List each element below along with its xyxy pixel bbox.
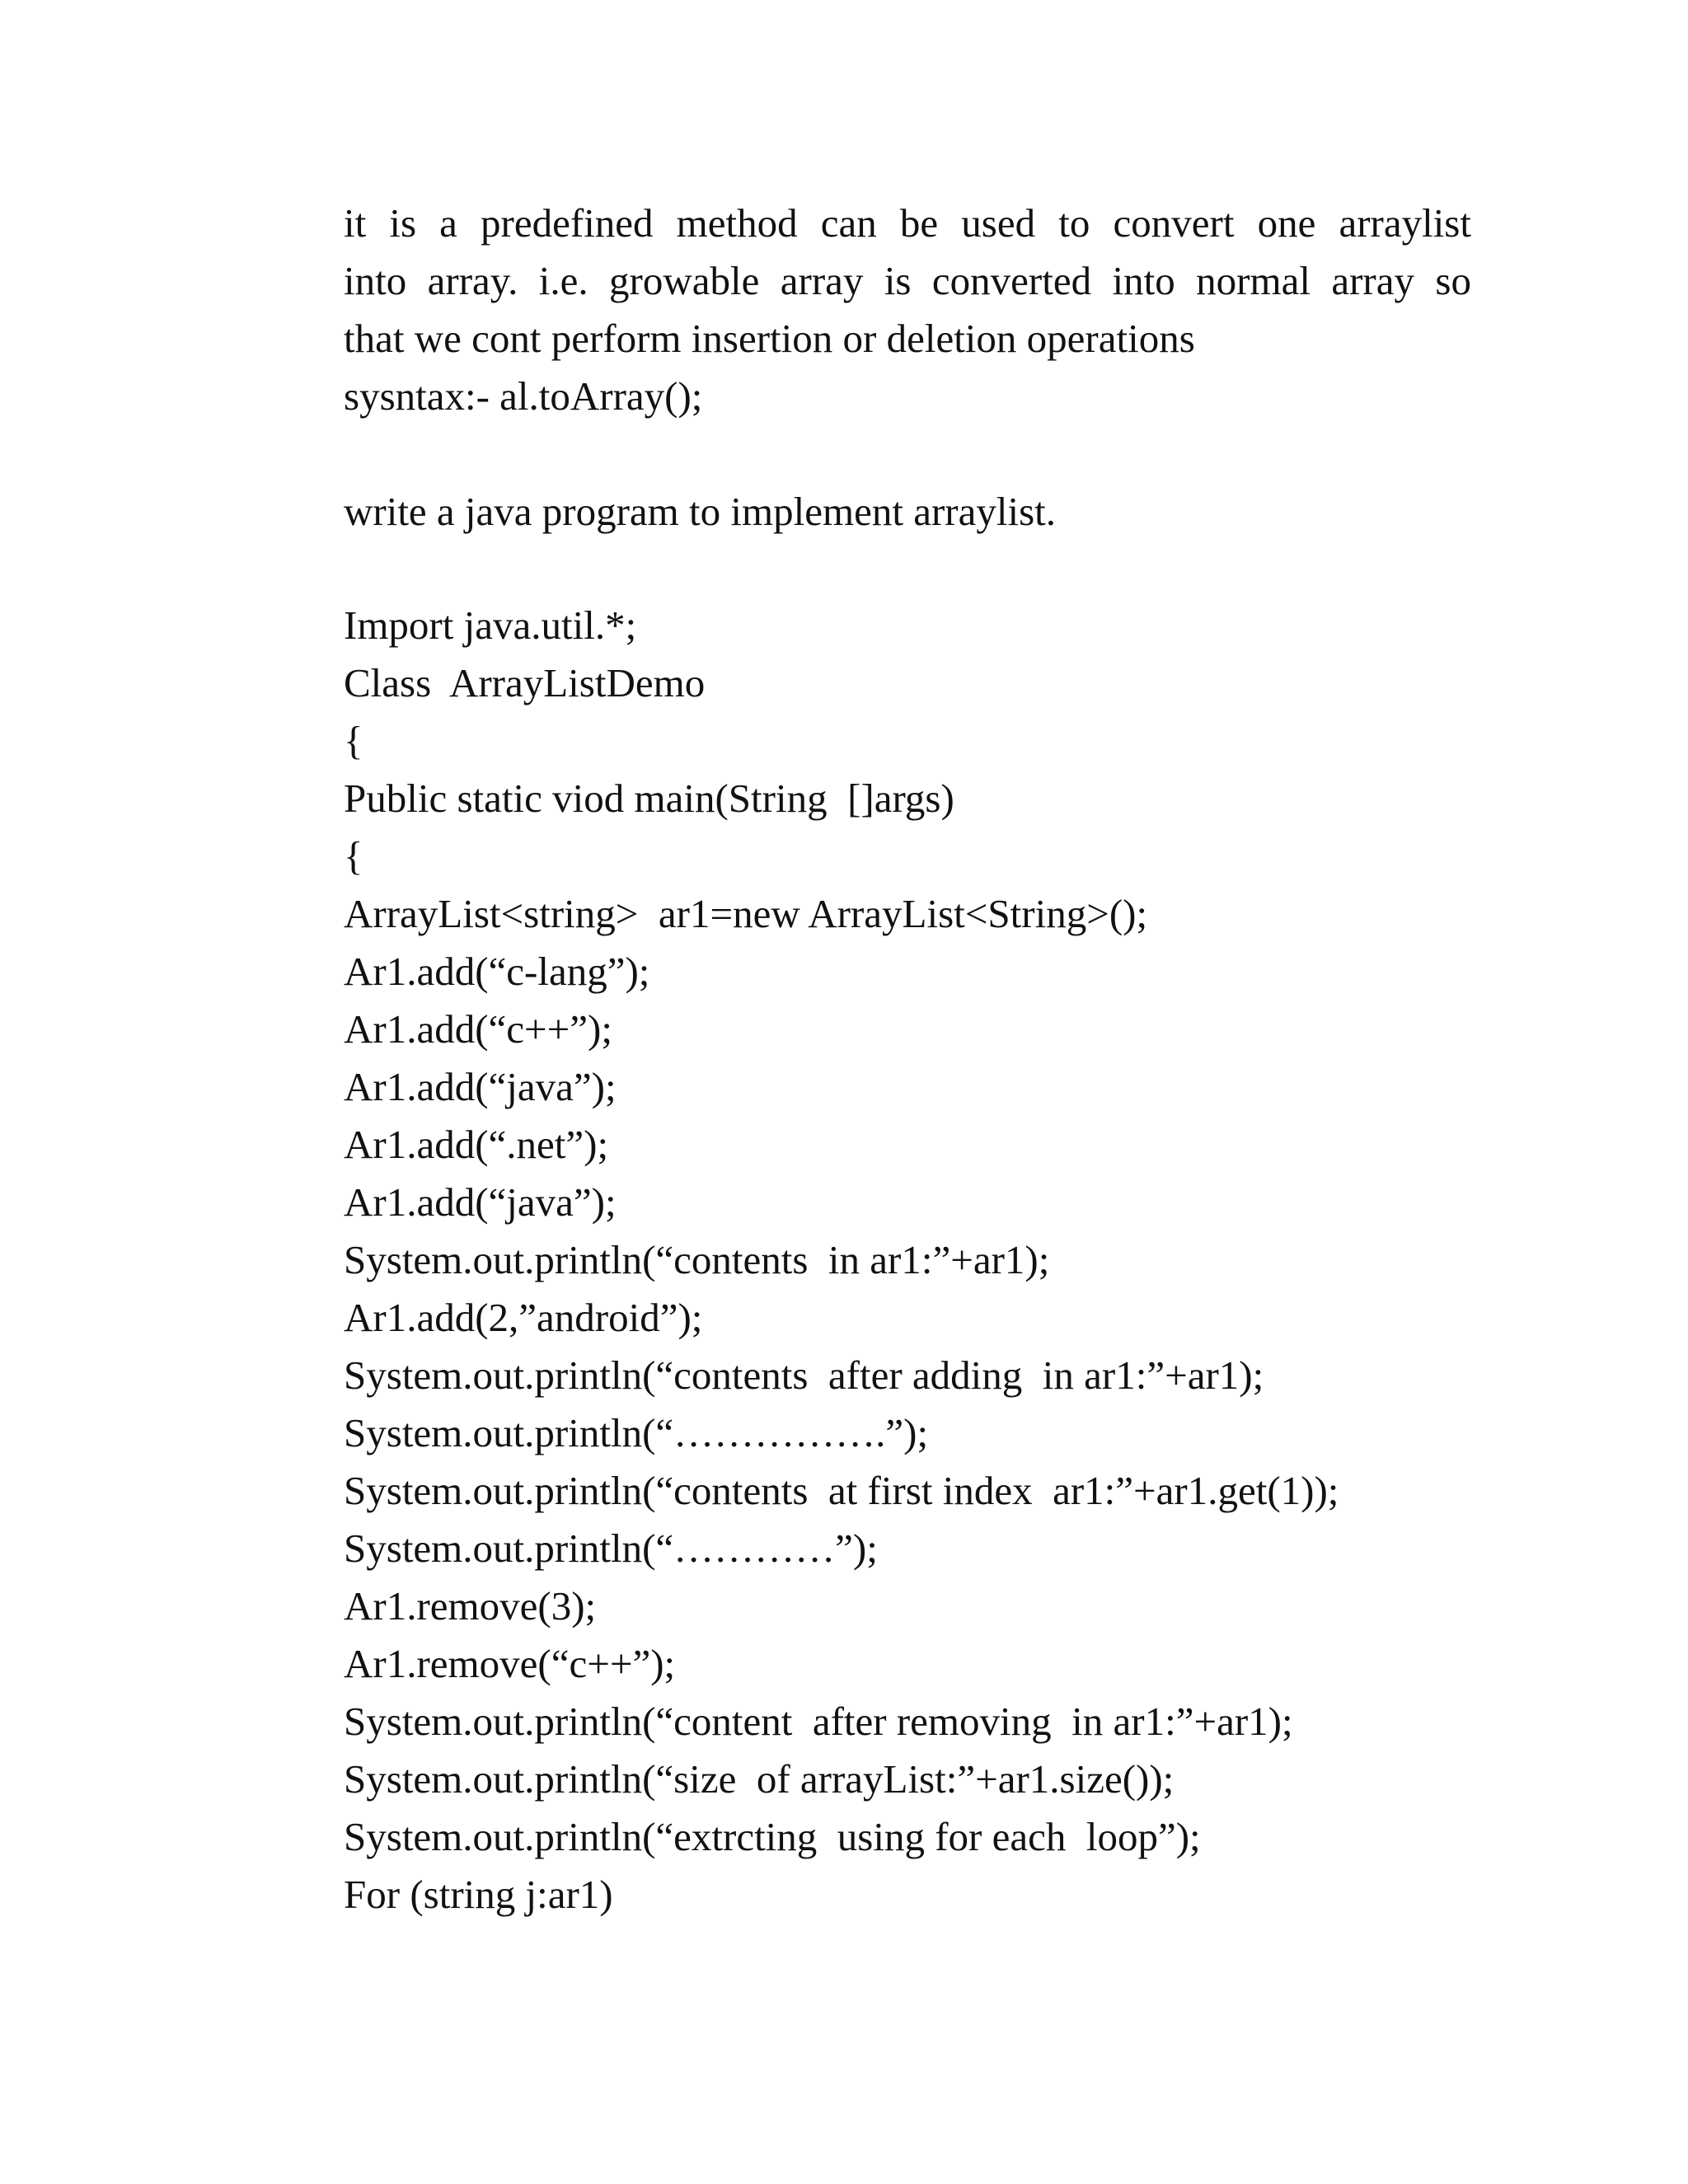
code-line: Ar1.remove(3); bbox=[344, 1583, 597, 1629]
code-line: System.out.println(“…………….”); bbox=[344, 1410, 929, 1455]
intro-line-3: that we cont perform insertion or deletion operations bbox=[344, 316, 1195, 361]
code-line: Public static viod main(String []args) bbox=[344, 776, 954, 821]
code-line: System.out.println(“contents in ar1:”+ar1); bbox=[344, 1237, 1050, 1282]
code-line: ArrayList<string> ar1=new ArrayList<String>(); bbox=[344, 891, 1148, 936]
code-line: { bbox=[344, 833, 363, 879]
intro-line-1: it is a predefined method can be used to convert one arraylist bbox=[344, 200, 1471, 246]
code-line: Ar1.add(“java”); bbox=[344, 1179, 617, 1225]
code-line: System.out.println(“size of arrayList:”+ar1.size()); bbox=[344, 1756, 1175, 1802]
code-line: Ar1.remove(“c++”); bbox=[344, 1641, 676, 1686]
code-line: System.out.println(“contents after adding in ar1:”+ar1); bbox=[344, 1352, 1264, 1398]
code-line: { bbox=[344, 718, 363, 763]
code-line: Class ArrayListDemo bbox=[344, 660, 706, 705]
code-line: Ar1.add(“c++”); bbox=[344, 1006, 612, 1052]
code-line: System.out.println(“…………”); bbox=[344, 1526, 878, 1571]
code-line: System.out.println(“content after removing in ar1:”+ar1); bbox=[344, 1699, 1293, 1744]
code-line: Ar1.add(2,”android”); bbox=[344, 1295, 703, 1340]
intro-paragraph bbox=[344, 194, 1471, 425]
code-line: Import java.util.*; bbox=[344, 602, 637, 648]
task-heading: write a java program to implement arraylist. bbox=[344, 489, 1057, 534]
code-line: System.out.println(“extrcting using for each loop”); bbox=[344, 1814, 1201, 1859]
intro-line-2: into array. i.e. growable array is converted into normal array so bbox=[344, 258, 1471, 303]
syntax-line: sysntax:- al.toArray(); bbox=[344, 373, 703, 419]
code-line: Ar1.add(“java”); bbox=[344, 1064, 617, 1109]
code-line: Ar1.add(“.net”); bbox=[344, 1122, 609, 1167]
code-listing bbox=[344, 597, 1339, 1924]
code-line: For (string j:ar1) bbox=[344, 1872, 613, 1917]
code-line: System.out.println(“contents at first index ar1:”+ar1.get(1)); bbox=[344, 1468, 1339, 1513]
code-line: Ar1.add(“c-lang”); bbox=[344, 949, 650, 994]
